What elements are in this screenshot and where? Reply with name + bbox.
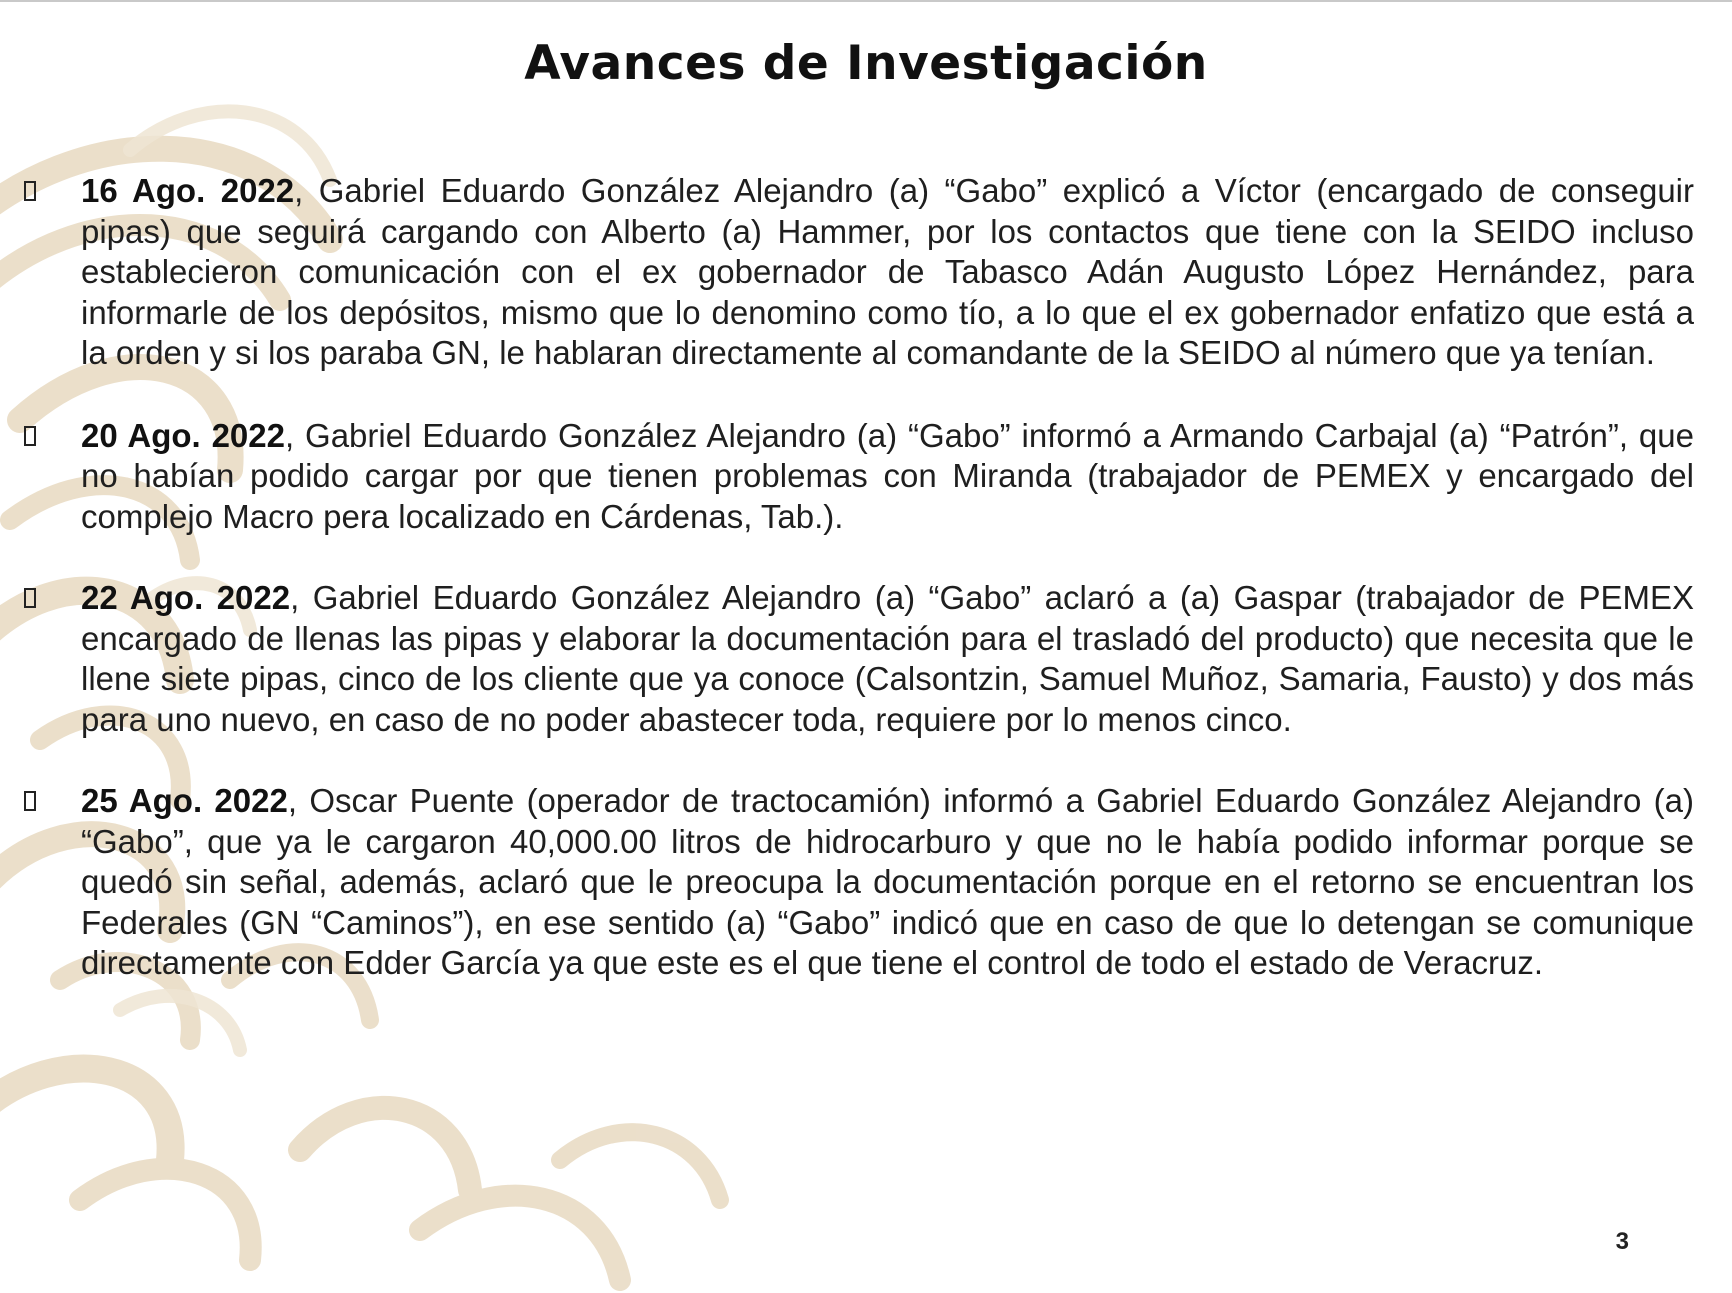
entry-paragraph [81,416,1694,538]
entry-paragraph [81,781,1694,984]
entry-paragraph [81,578,1694,740]
list-item [24,578,1694,740]
slide-title: Avances de Investigación [524,36,1208,91]
list-item [24,416,1694,538]
entry-body: , Oscar Puente (operador de tractocamión) informó a Gabriel Eduardo González Alejandro (a) “Gabo”, que ya le cargaron 40,000.00 litros de hidrocarburo y que no le había podido informar porque se quedó sin señal, además, aclaró que le preocupa la documentación porque en el retorno se encuentran los Federales (GN “Caminos”), en ese sentido (a) “Gabo” indicó que en caso de que lo detengan se comunique directamente con Edder García ya que este es el que tiene el control de todo el estado de Veracruz. [81,782,1694,981]
entry-body: , Gabriel Eduardo González Alejandro (a) “Gabo” informó a Armando Carbajal (a) “Patrón”, que no habían podido cargar por que tienen problemas con Miranda (trabajador de PEMEX y encargado del complejo Macro pera localizado en Cárdenas, Tab.). [81,416,1694,535]
bullet-icon [24,791,36,811]
entry-date: 16 Ago. 2022 [81,172,295,209]
entry-paragraph [81,171,1694,374]
entry-body: , Gabriel Eduardo González Alejandro (a) “Gabo” explicó a Víctor (encargado de conseguir pipas) que seguirá cargando con Alberto (a) Hammer, por los contactos que tiene con la SEIDO incluso establecieron comunicación con el ex gobernador de Tabasco Adán Augusto López Hernández, para informarle de los depósitos, mismo que lo denomino como tío, a lo que el ex gobernador enfatizo que está a la orden y si los paraba GN, le hablaran directamente al comandante de la SEIDO al número que ya tenían. [81,172,1694,371]
entry-date: 25 Ago. 2022 [81,782,288,819]
bullet-icon [24,181,36,201]
entry-body: , Gabriel Eduardo González Alejandro (a) “Gabo” aclaró a (a) Gaspar (trabajador de PEMEX encargado de llenas las pipas y elaborar la documentación para el trasladó del producto) que necesita que le llene siete pipas, cinco de los cliente que ya conoce (Calsontzin, Samuel Muñoz, Samaria, Fausto) y dos más para uno nuevo, en caso de no poder abastecer toda, requiere por lo menos cinco. [81,579,1695,738]
top-divider [0,0,1732,2]
entry-date: 22 Ago. 2022 [81,579,291,616]
page-number: 3 [1615,1228,1629,1255]
list-item [24,781,1694,984]
entry-date: 20 Ago. 2022 [81,416,285,454]
list-item [24,171,1694,374]
entry-list [24,171,1694,1025]
bullet-icon [24,588,36,608]
bullet-icon [24,426,36,446]
